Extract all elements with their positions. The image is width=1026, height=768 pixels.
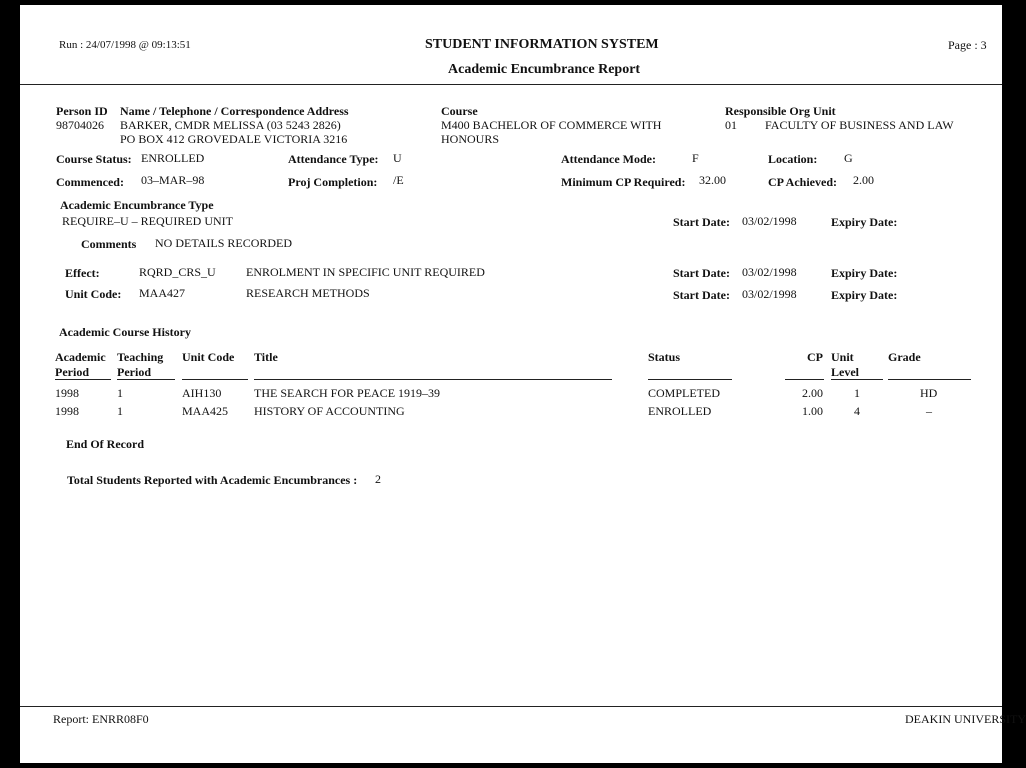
cell-period: 1998 <box>55 386 79 400</box>
total-value: 2 <box>375 472 381 486</box>
col-teaching-period: Teaching <box>117 350 164 364</box>
col-cp: CP <box>807 350 823 364</box>
min-cp-label: Minimum CP Required: <box>561 175 686 189</box>
commenced: 03–MAR–98 <box>141 173 205 187</box>
cell-period: 1998 <box>55 404 79 418</box>
cell-unit: AIH130 <box>182 386 222 400</box>
effect-description: ENROLMENT IN SPECIFIC UNIT REQUIRED <box>246 265 485 279</box>
min-cp: 32.00 <box>699 173 726 187</box>
col-academic-period-2: Period <box>55 365 89 379</box>
unit-code: MAA427 <box>139 286 186 300</box>
report-title: STUDENT INFORMATION SYSTEM <box>425 37 659 52</box>
cell-level: 1 <box>854 386 860 400</box>
report-code: Report: ENRR08F0 <box>53 712 149 726</box>
unit-start-label: Start Date: <box>673 288 730 302</box>
course-status-label: Course Status: <box>56 152 132 166</box>
effect-start-label: Start Date: <box>673 266 730 280</box>
col-underline <box>55 379 111 380</box>
unit-code-label: Unit Code: <box>65 287 122 301</box>
cell-unit: MAA425 <box>182 404 229 418</box>
cell-status: ENROLLED <box>648 404 712 418</box>
expiry-date-label: Expiry Date: <box>831 215 898 229</box>
report-subtitle: Academic Encumbrance Report <box>448 62 641 77</box>
cell-cp: 1.00 <box>802 404 823 418</box>
col-teaching-period-2: Period <box>117 365 151 379</box>
cell-teaching: 1 <box>117 404 123 418</box>
col-unit-code: Unit Code <box>182 350 235 364</box>
person-id-label: Person ID <box>56 104 108 118</box>
unit-description: RESEARCH METHODS <box>246 286 370 300</box>
org-unit-label: Responsible Org Unit <box>725 104 836 118</box>
cell-cp: 2.00 <box>802 386 823 400</box>
header-divider <box>20 84 1002 85</box>
attendance-mode-label: Attendance Mode: <box>561 152 656 166</box>
cell-teaching: 1 <box>117 386 123 400</box>
org-unit-name: FACULTY OF BUSINESS AND LAW <box>765 118 954 132</box>
proj-completion: /E <box>393 173 404 187</box>
col-status: Status <box>648 350 681 364</box>
proj-completion-label: Proj Completion: <box>288 175 378 189</box>
run-timestamp: Run : 24/07/1998 @ 09:13:51 <box>59 39 191 51</box>
course-label: Course <box>441 104 478 118</box>
start-date-label: Start Date: <box>673 215 730 229</box>
encumbrance-type: REQUIRE–U – REQUIRED UNIT <box>62 214 233 228</box>
unit-start-date: 03/02/1998 <box>742 287 797 301</box>
col-underline <box>888 379 971 380</box>
course-name-cont: HONOURS <box>441 132 500 146</box>
cell-title: HISTORY OF ACCOUNTING <box>254 404 405 418</box>
cell-title: THE SEARCH FOR PEACE 1919–39 <box>254 386 441 400</box>
attendance-type-label: Attendance Type: <box>288 152 379 166</box>
page-number: Page : 3 <box>948 38 987 52</box>
commenced-label: Commenced: <box>56 175 124 189</box>
col-unit-level: Unit <box>831 350 854 364</box>
col-underline <box>648 379 732 380</box>
col-underline <box>182 379 248 380</box>
cp-achieved: 2.00 <box>853 173 874 187</box>
effect-expiry-label: Expiry Date: <box>831 266 898 280</box>
start-date: 03/02/1998 <box>742 214 797 228</box>
location: G <box>844 151 853 165</box>
person-name: BARKER, CMDR MELISSA (03 5243 2826) <box>120 118 341 132</box>
org-unit-code: 01 <box>725 118 737 132</box>
cell-status: COMPLETED <box>648 386 720 400</box>
effect-label: Effect: <box>65 266 100 280</box>
cell-level: 4 <box>854 404 860 418</box>
col-title: Title <box>254 350 278 364</box>
col-academic-period: Academic <box>55 350 106 364</box>
total-label: Total Students Reported with Academic Encumbrances : <box>67 473 358 487</box>
col-unit-level-2: Level <box>831 365 859 379</box>
person-address: PO BOX 412 GROVEDALE VICTORIA 3216 <box>120 132 348 146</box>
comments-label: Comments <box>81 237 137 251</box>
unit-expiry-label: Expiry Date: <box>831 288 898 302</box>
attendance-mode: F <box>692 151 699 165</box>
organisation-name: DEAKIN UNIVERSITY <box>905 712 1026 726</box>
col-grade: Grade <box>888 350 921 364</box>
comments: NO DETAILS RECORDED <box>155 236 293 250</box>
col-underline <box>785 379 824 380</box>
course-status: ENROLLED <box>141 151 205 165</box>
encumbrance-type-label: Academic Encumbrance Type <box>60 198 214 212</box>
cell-grade: – <box>926 404 932 418</box>
course-name: M400 BACHELOR OF COMMERCE WITH <box>441 118 662 132</box>
col-underline <box>254 379 612 380</box>
end-of-record: End Of Record <box>66 437 144 451</box>
effect-start-date: 03/02/1998 <box>742 265 797 279</box>
cell-grade: HD <box>920 386 938 400</box>
history-title: Academic Course History <box>59 325 191 339</box>
footer-divider <box>20 706 1002 707</box>
attendance-type: U <box>393 151 402 165</box>
name-label: Name / Telephone / Correspondence Address <box>120 104 349 118</box>
col-underline <box>117 379 175 380</box>
report-page <box>20 5 1026 763</box>
person-id: 98704026 <box>56 118 104 132</box>
col-underline <box>831 379 883 380</box>
location-label: Location: <box>768 152 818 166</box>
effect-code: RQRD_CRS_U <box>139 265 216 279</box>
cp-achieved-label: CP Achieved: <box>768 175 837 189</box>
